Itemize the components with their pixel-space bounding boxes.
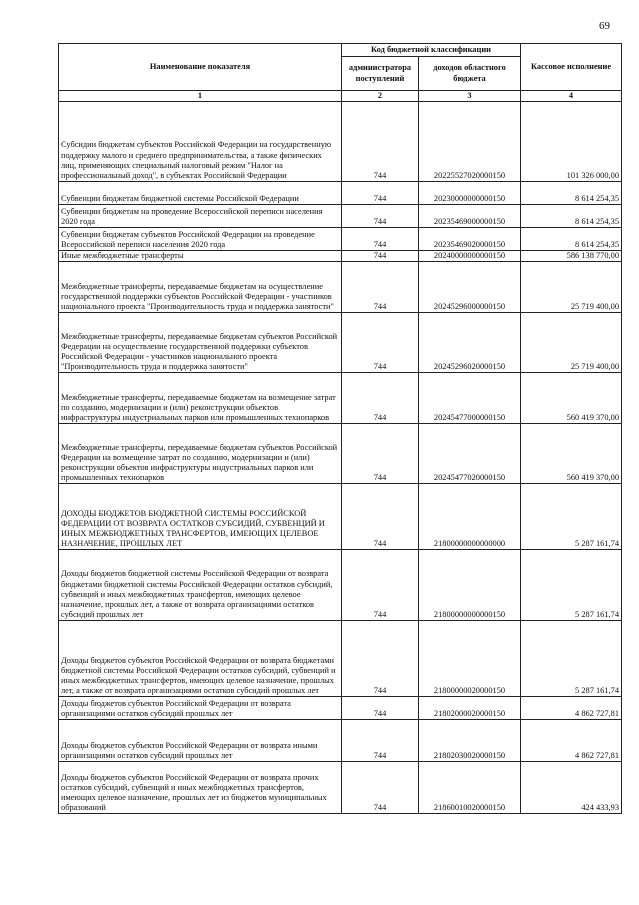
- row-amount: 4 862 727,81: [521, 720, 622, 762]
- header-admin: администратора поступлений: [342, 57, 419, 91]
- row-income-code: 20245477020000150: [419, 424, 521, 484]
- header-classification: Код бюджетной классификации: [342, 44, 521, 57]
- row-admin-code: 744: [342, 205, 419, 228]
- row-admin-code: 744: [342, 228, 419, 251]
- row-income-code: 21800000020000150: [419, 621, 521, 697]
- row-admin-code: 744: [342, 251, 419, 262]
- header-name: Наименование показателя: [59, 44, 342, 91]
- header-income: доходов областного бюджета: [419, 57, 521, 91]
- row-income-code: 20230000000000150: [419, 182, 521, 205]
- row-amount: 101 326 000,00: [521, 102, 622, 182]
- row-name: Доходы бюджетов бюджетной системы Российской Федерации от возврата бюджетами бюджетной системы Российской Федерации остатков субсидий, субвенций и иных межбюджетных трансфертов, имеющих целевое назначение, прошлых лет, а также от возврата организациями остатков субсидий прошлых лет: [59, 550, 342, 621]
- row-name: Доходы бюджетов субъектов Российской Федерации от возврата прочих остатков субсидий, субвенций и иных межбюджетных трансфертов, имеющих целевое назначение, прошлых лет из бюджетов муниципальных образований: [59, 762, 342, 814]
- table-row: [59, 762, 622, 814]
- page-number: 69: [599, 20, 610, 32]
- table-row: [59, 720, 622, 762]
- row-name: Доходы бюджетов субъектов Российской Федерации от возврата организациями остатков субсидий прошлых лет: [59, 697, 342, 720]
- row-admin-code: 744: [342, 550, 419, 621]
- table-row: [59, 102, 622, 182]
- row-income-code: 21802000020000150: [419, 697, 521, 720]
- row-amount: 560 419 370,00: [521, 373, 622, 424]
- row-admin-code: 744: [342, 424, 419, 484]
- row-name: Межбюджетные трансферты, передаваемые бюджетам на осуществление государственной поддержки субъектов Российской Федерации - участников национального проекта "Производительность труда и поддержка занятости": [59, 262, 342, 313]
- table-row: [59, 205, 622, 228]
- row-income-code: 20235469020000150: [419, 228, 521, 251]
- col-number: 2: [342, 91, 419, 102]
- table-row: [59, 424, 622, 484]
- row-admin-code: 744: [342, 182, 419, 205]
- row-name: Доходы бюджетов субъектов Российской Федерации от возврата иными организациями остатков субсидий прошлых лет: [59, 720, 342, 762]
- row-amount: 5 287 161,74: [521, 621, 622, 697]
- row-admin-code: 744: [342, 262, 419, 313]
- row-income-code: 21800000000000150: [419, 550, 521, 621]
- row-name: Субвенции бюджетам субъектов Российской Федерации на проведение Всероссийской переписи населения 2020 года: [59, 228, 342, 251]
- row-amount: 424 433,93: [521, 762, 622, 814]
- row-amount: 5 287 161,74: [521, 550, 622, 621]
- row-name: Доходы бюджетов субъектов Российской Федерации от возврата бюджетами бюджетной системы Российской Федерации остатков субсидий, субвенций и иных межбюджетных трансфертов, имеющих целевое назначение, прошлых лет, а также от возврата организациями остатков субсидий прошлых лет: [59, 621, 342, 697]
- row-income-code: 20245477000000150: [419, 373, 521, 424]
- row-amount: 586 138 770,00: [521, 251, 622, 262]
- row-name: Межбюджетные трансферты, передаваемые бюджетам субъектов Российской Федерации на осуществление государственной поддержки субъектов Российской Федерации - участников национального проекта "Производительность труда и поддержка занятости": [59, 313, 342, 373]
- row-income-code: 20225527020000150: [419, 102, 521, 182]
- table-row: [59, 251, 622, 262]
- row-name: ДОХОДЫ БЮДЖЕТОВ БЮДЖЕТНОЙ СИСТЕМЫ РОССИЙСКОЙ ФЕДЕРАЦИИ ОТ ВОЗВРАТА ОСТАТКОВ СУБСИДИЙ, СУБВЕНЦИЙ И ИНЫХ МЕЖБЮДЖЕТНЫХ ТРАНСФЕРТОВ, ИМЕЮЩИХ ЦЕЛЕВОЕ НАЗНАЧЕНИЕ, ПРОШЛЫХ ЛЕТ: [59, 484, 342, 550]
- row-amount: 560 419 370,00: [521, 424, 622, 484]
- table-row: [59, 182, 622, 205]
- row-admin-code: 744: [342, 373, 419, 424]
- row-amount: 8 614 254,35: [521, 182, 622, 205]
- row-amount: 8 614 254,35: [521, 228, 622, 251]
- row-name: Субсидии бюджетам субъектов Российской Федерации на государственную поддержку малого и среднего предпринимательства, а также физических лиц, применяющих специальный налоговый режим "Налог на профессиональный доход", в субъектах Российской Федерации: [59, 102, 342, 182]
- col-number: 4: [521, 91, 622, 102]
- row-admin-code: 744: [342, 697, 419, 720]
- row-admin-code: 744: [342, 762, 419, 814]
- row-name: Иные межбюджетные трансферты: [59, 251, 342, 262]
- col-number: 3: [419, 91, 521, 102]
- header-execution: Кассовое исполнение: [521, 44, 622, 91]
- table-row: [59, 484, 622, 550]
- row-income-code: 21800000000000000: [419, 484, 521, 550]
- row-name: Субвенции бюджетам бюджетной системы Российской Федерации: [59, 182, 342, 205]
- row-name: Межбюджетные трансферты, передаваемые бюджетам субъектов Российской Федерации на возмещение затрат по созданию, модернизации и (или) реконструкции объектов инфраструктуры индустриальных парков или промышленных технопарков: [59, 424, 342, 484]
- row-income-code: 21860010020000150: [419, 762, 521, 814]
- row-admin-code: 744: [342, 313, 419, 373]
- table-row: [59, 373, 622, 424]
- row-income-code: 20235469000000150: [419, 205, 521, 228]
- row-admin-code: 744: [342, 720, 419, 762]
- row-admin-code: 744: [342, 621, 419, 697]
- table-row: [59, 550, 622, 621]
- row-amount: 4 862 727,81: [521, 697, 622, 720]
- row-income-code: 20245296000000150: [419, 262, 521, 313]
- table-row: [59, 621, 622, 697]
- row-amount: 25 719 400,00: [521, 262, 622, 313]
- row-name: Субвенции бюджетам на проведение Всероссийской переписи населения 2020 года: [59, 205, 342, 228]
- table-row: [59, 262, 622, 313]
- row-income-code: 20245296020000150: [419, 313, 521, 373]
- row-amount: 25 719 400,00: [521, 313, 622, 373]
- row-admin-code: 744: [342, 102, 419, 182]
- col-number: 1: [59, 91, 342, 102]
- budget-table: [58, 43, 622, 814]
- row-name: Межбюджетные трансферты, передаваемые бюджетам на возмещение затрат по созданию, модернизации и (или) реконструкции объектов инфраструктуры индустриальных парков или промышленных технопарков: [59, 373, 342, 424]
- row-amount: 5 287 161,74: [521, 484, 622, 550]
- table-row: [59, 228, 622, 251]
- row-income-code: 20240000000000150: [419, 251, 521, 262]
- row-admin-code: 744: [342, 484, 419, 550]
- table-row: [59, 313, 622, 373]
- row-income-code: 21802030020000150: [419, 720, 521, 762]
- table-row: [59, 697, 622, 720]
- row-amount: 8 614 254,35: [521, 205, 622, 228]
